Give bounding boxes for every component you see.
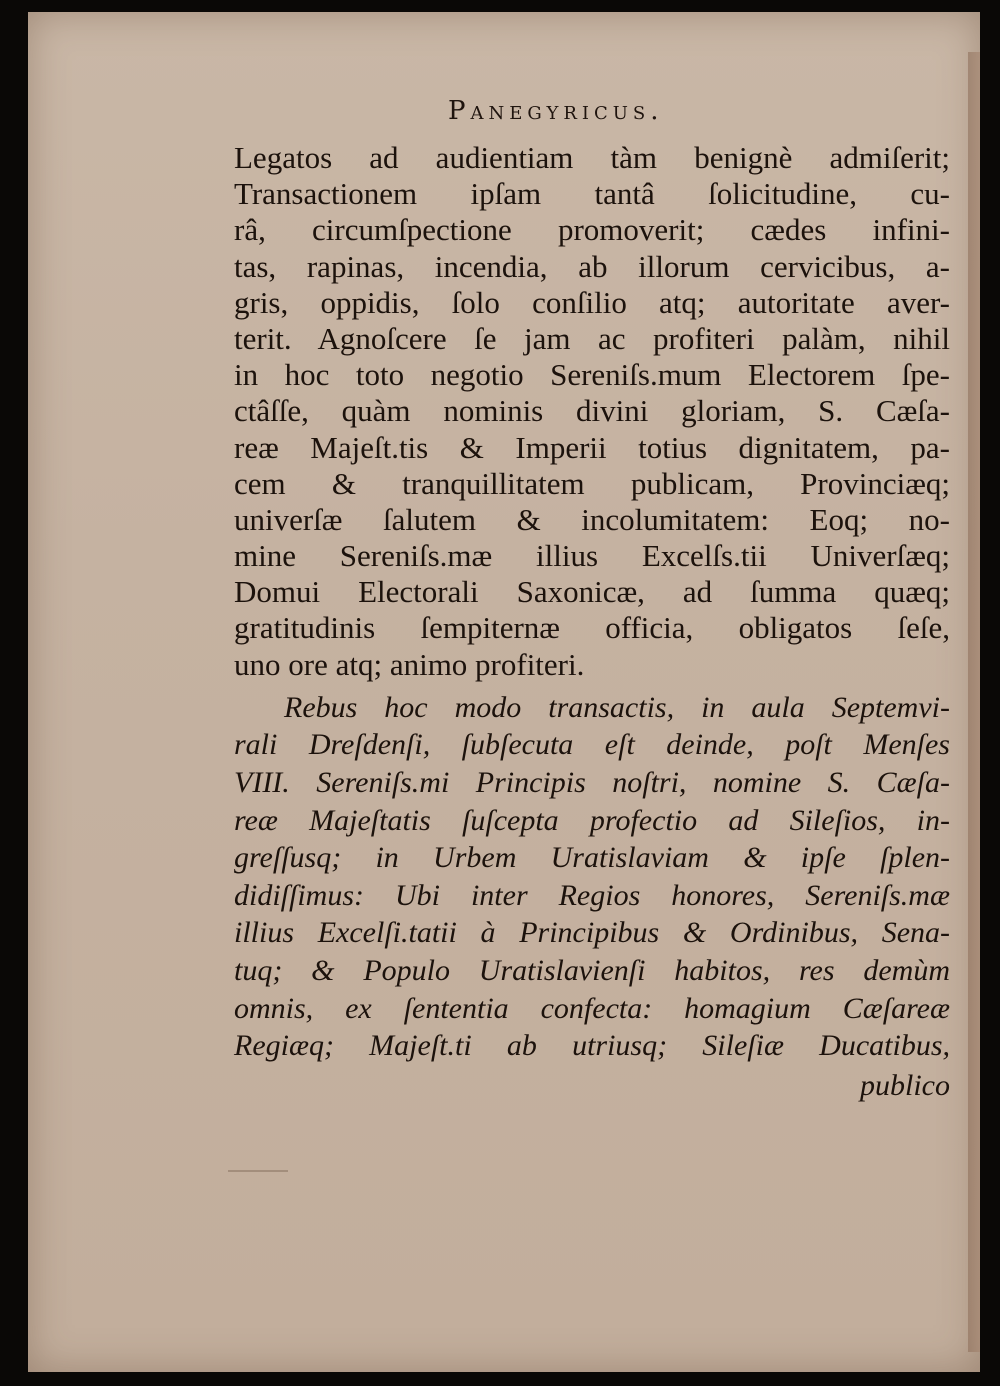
text-line: tuq; & Populo Uratislavienſi habitos, res demùm bbox=[234, 953, 950, 987]
text-line: râ, circumſpectione promoverit; cædes infini- bbox=[234, 212, 950, 248]
text-line: cem & tranquillitatem publicam, Provinciæq; bbox=[234, 465, 950, 501]
text-line: Legatos ad audientiam tàm benignè admiſerit; bbox=[234, 140, 950, 175]
text-line: in hoc toto negotio Sereniſs.mum Electorem ſpe- bbox=[234, 357, 950, 393]
text-line: reæ Majeſt.tis & Imperii totius dignitatem, pa- bbox=[234, 429, 950, 465]
text-line: Transactionem ipſam tantâ ſolicitudine, cu- bbox=[234, 176, 950, 212]
text-line: ctâſſe, quàm nominis divini gloriam, S. Cæſa- bbox=[234, 393, 950, 429]
text-line: Domui Electorali Saxonicæ, ad ſumma quæq; bbox=[234, 574, 950, 610]
text-line: mine Sereniſs.mæ illius Excelſs.tii Univerſæq; bbox=[234, 538, 950, 574]
text-line: univerſæ ſalutem & incolumitatem: Eoq; no- bbox=[234, 501, 950, 537]
italic-paragraph bbox=[234, 689, 950, 1065]
text-line: VIII. Sereniſs.mi Principis noſtri, nomine S. Cæſa- bbox=[234, 766, 950, 799]
text-line: terit. Agnoſcere ſe jam ac profiteri palàm, nihil bbox=[234, 320, 950, 356]
text-line: omnis, ex ſententia confecta: homagium Cæſareæ bbox=[234, 991, 950, 1025]
text-line: greſſusq; in Urbem Uratislaviam & ipſe ſplen- bbox=[234, 841, 950, 875]
running-head: Panegyricus. bbox=[448, 96, 664, 126]
text-line: Rebus hoc modo transactis, in aula Septemvi- bbox=[284, 690, 950, 724]
text-line: uno ore atq; animo profiteri. bbox=[234, 646, 585, 682]
text-line: Regiæq; Majeſt.ti ab utriusq; Sileſiæ Ducatibus, bbox=[234, 1029, 950, 1063]
ink-smudge bbox=[228, 1170, 288, 1172]
text-line: tas, rapinas, incendia, ab illorum cervicibus, a- bbox=[234, 248, 950, 284]
book-page bbox=[28, 12, 980, 1372]
roman-paragraph bbox=[234, 140, 950, 683]
text-line: gratitudinis ſempiternæ officia, obligatos ſeſe, bbox=[234, 610, 950, 646]
text-line: illius Excelſi.tatii à Principibus & Ordinibus, Sena- bbox=[234, 916, 950, 950]
page-edge-shadow bbox=[968, 52, 980, 1352]
text-line: reæ Majeſtatis ſuſcepta profectio ad Sileſios, in- bbox=[234, 803, 950, 837]
body-text bbox=[234, 140, 950, 1105]
text-line: rali Dreſdenſi, ſubſecuta eſt deinde, poſt Menſes bbox=[234, 728, 950, 762]
text-line: gris, oppidis, ſolo conſilio atq; autoritate aver- bbox=[234, 284, 950, 320]
catchword: publico bbox=[860, 1068, 950, 1102]
text-line: didiſſimus: Ubi inter Regios honores, Sereniſs.mæ bbox=[234, 878, 950, 912]
